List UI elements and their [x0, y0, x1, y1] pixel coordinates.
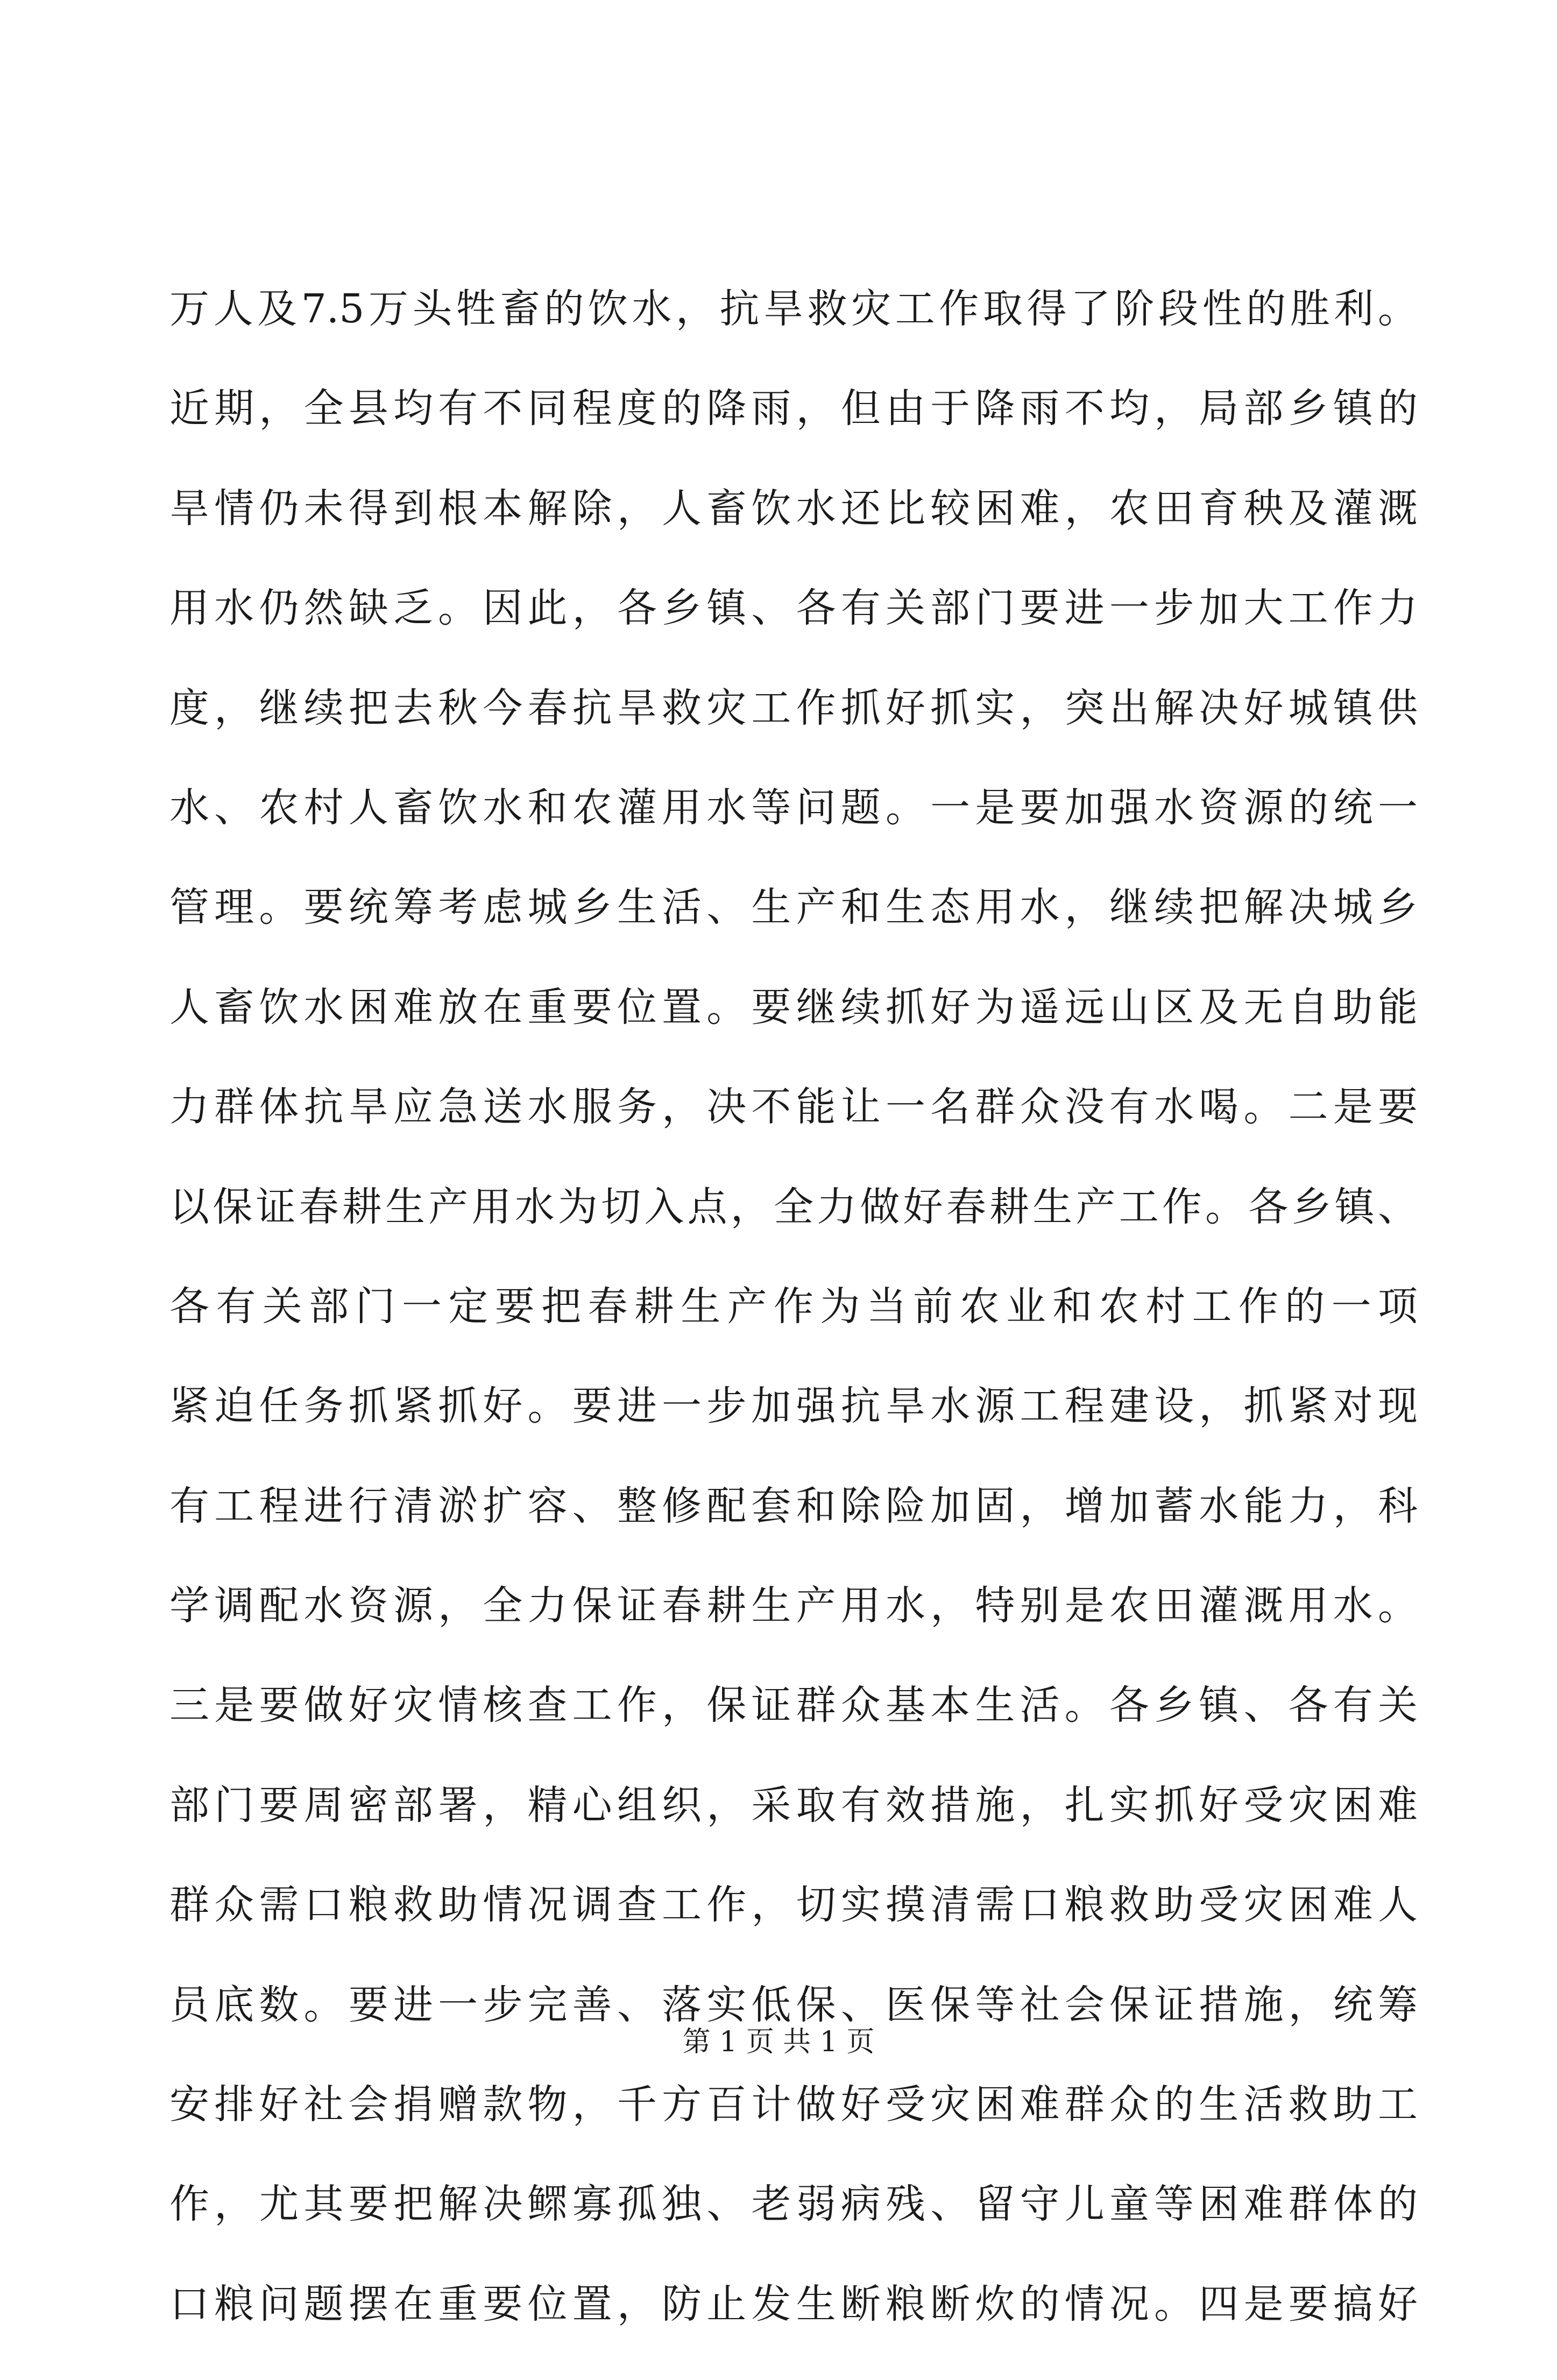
text-line-3: 旱情仍未得到根本解除，人畜饮水还比较困难，农田育秧及灌溉	[169, 485, 1418, 532]
text-line-15: 三是要做好灾情核查工作，保证群众基本生活。各乡镇、各有关	[169, 1682, 1418, 1729]
page-footer: 第 1 页 共 1 页	[682, 2026, 875, 2058]
text-line-16: 部门要周密部署，精心组织，采取有效措施，扎实抓好受灾困难	[169, 1782, 1418, 1828]
text-line-12: 紧迫任务抓紧抓好。要进一步加强抗旱水源工程建设，抓紧对现	[169, 1383, 1418, 1430]
text-line-21: 口粮问题摆在重要位置，防止发生断粮断炊的情况。四是要搞好	[169, 2280, 1418, 2327]
text-line-4: 用水仍然缺乏。因此，各乡镇、各有关部门要进一步加大工作力	[169, 585, 1418, 632]
text-line-13: 有工程进行清淤扩容、整修配套和除险加固，增加蓄水能力，科	[169, 1482, 1418, 1529]
text-line-2: 近期，全县均有不同程度的降雨，但由于降雨不均，局部乡镇的	[169, 385, 1418, 432]
text-line-5: 度，继续把去秋今春抗旱救灾工作抓好抓实，突出解决好城镇供	[169, 684, 1418, 731]
text-line-10: 以保证春耕生产用水为切入点，全力做好春耕生产工作。各乡镇、	[169, 1183, 1418, 1230]
text-line-14: 学调配水资源，全力保证春耕生产用水，特别是农田灌溉用水。	[169, 1583, 1418, 1629]
body-text	[169, 285, 1418, 2380]
text-line-20: 作，尤其要把解决鳏寡孤独、老弱病残、留守儿童等困难群体的	[169, 2181, 1418, 2228]
text-line-19: 安排好社会捐赠款物，千方百计做好受灾困难群众的生活救助工	[169, 2081, 1418, 2128]
text-line-11: 各有关部门一定要把春耕生产作为当前农业和农村工作的一项	[169, 1283, 1418, 1330]
text-line-6: 水、农村人畜饮水和农灌用水等问题。一是要加强水资源的统一	[169, 784, 1418, 831]
text-line-9: 力群体抗旱应急送水服务，决不能让一名群众没有水喝。二是要	[169, 1084, 1418, 1131]
text-line-7: 管理。要统筹考虑城乡生活、生产和生态用水，继续把解决城乡	[169, 884, 1418, 931]
text-line-8: 人畜饮水困难放在重要位置。要继续抓好为遥远山区及无自助能	[169, 984, 1418, 1030]
text-line-17: 群众需口粮救助情况调查工作，切实摸清需口粮救助受灾困难人	[169, 1882, 1418, 1929]
text-line-18: 员底数。要进一步完善、落实低保、医保等社会保证措施，统筹	[169, 1981, 1418, 2028]
text-line-1: 万人及7.5万头牲畜的饮水，抗旱救灾工作取得了阶段性的胜利。	[169, 286, 1418, 332]
